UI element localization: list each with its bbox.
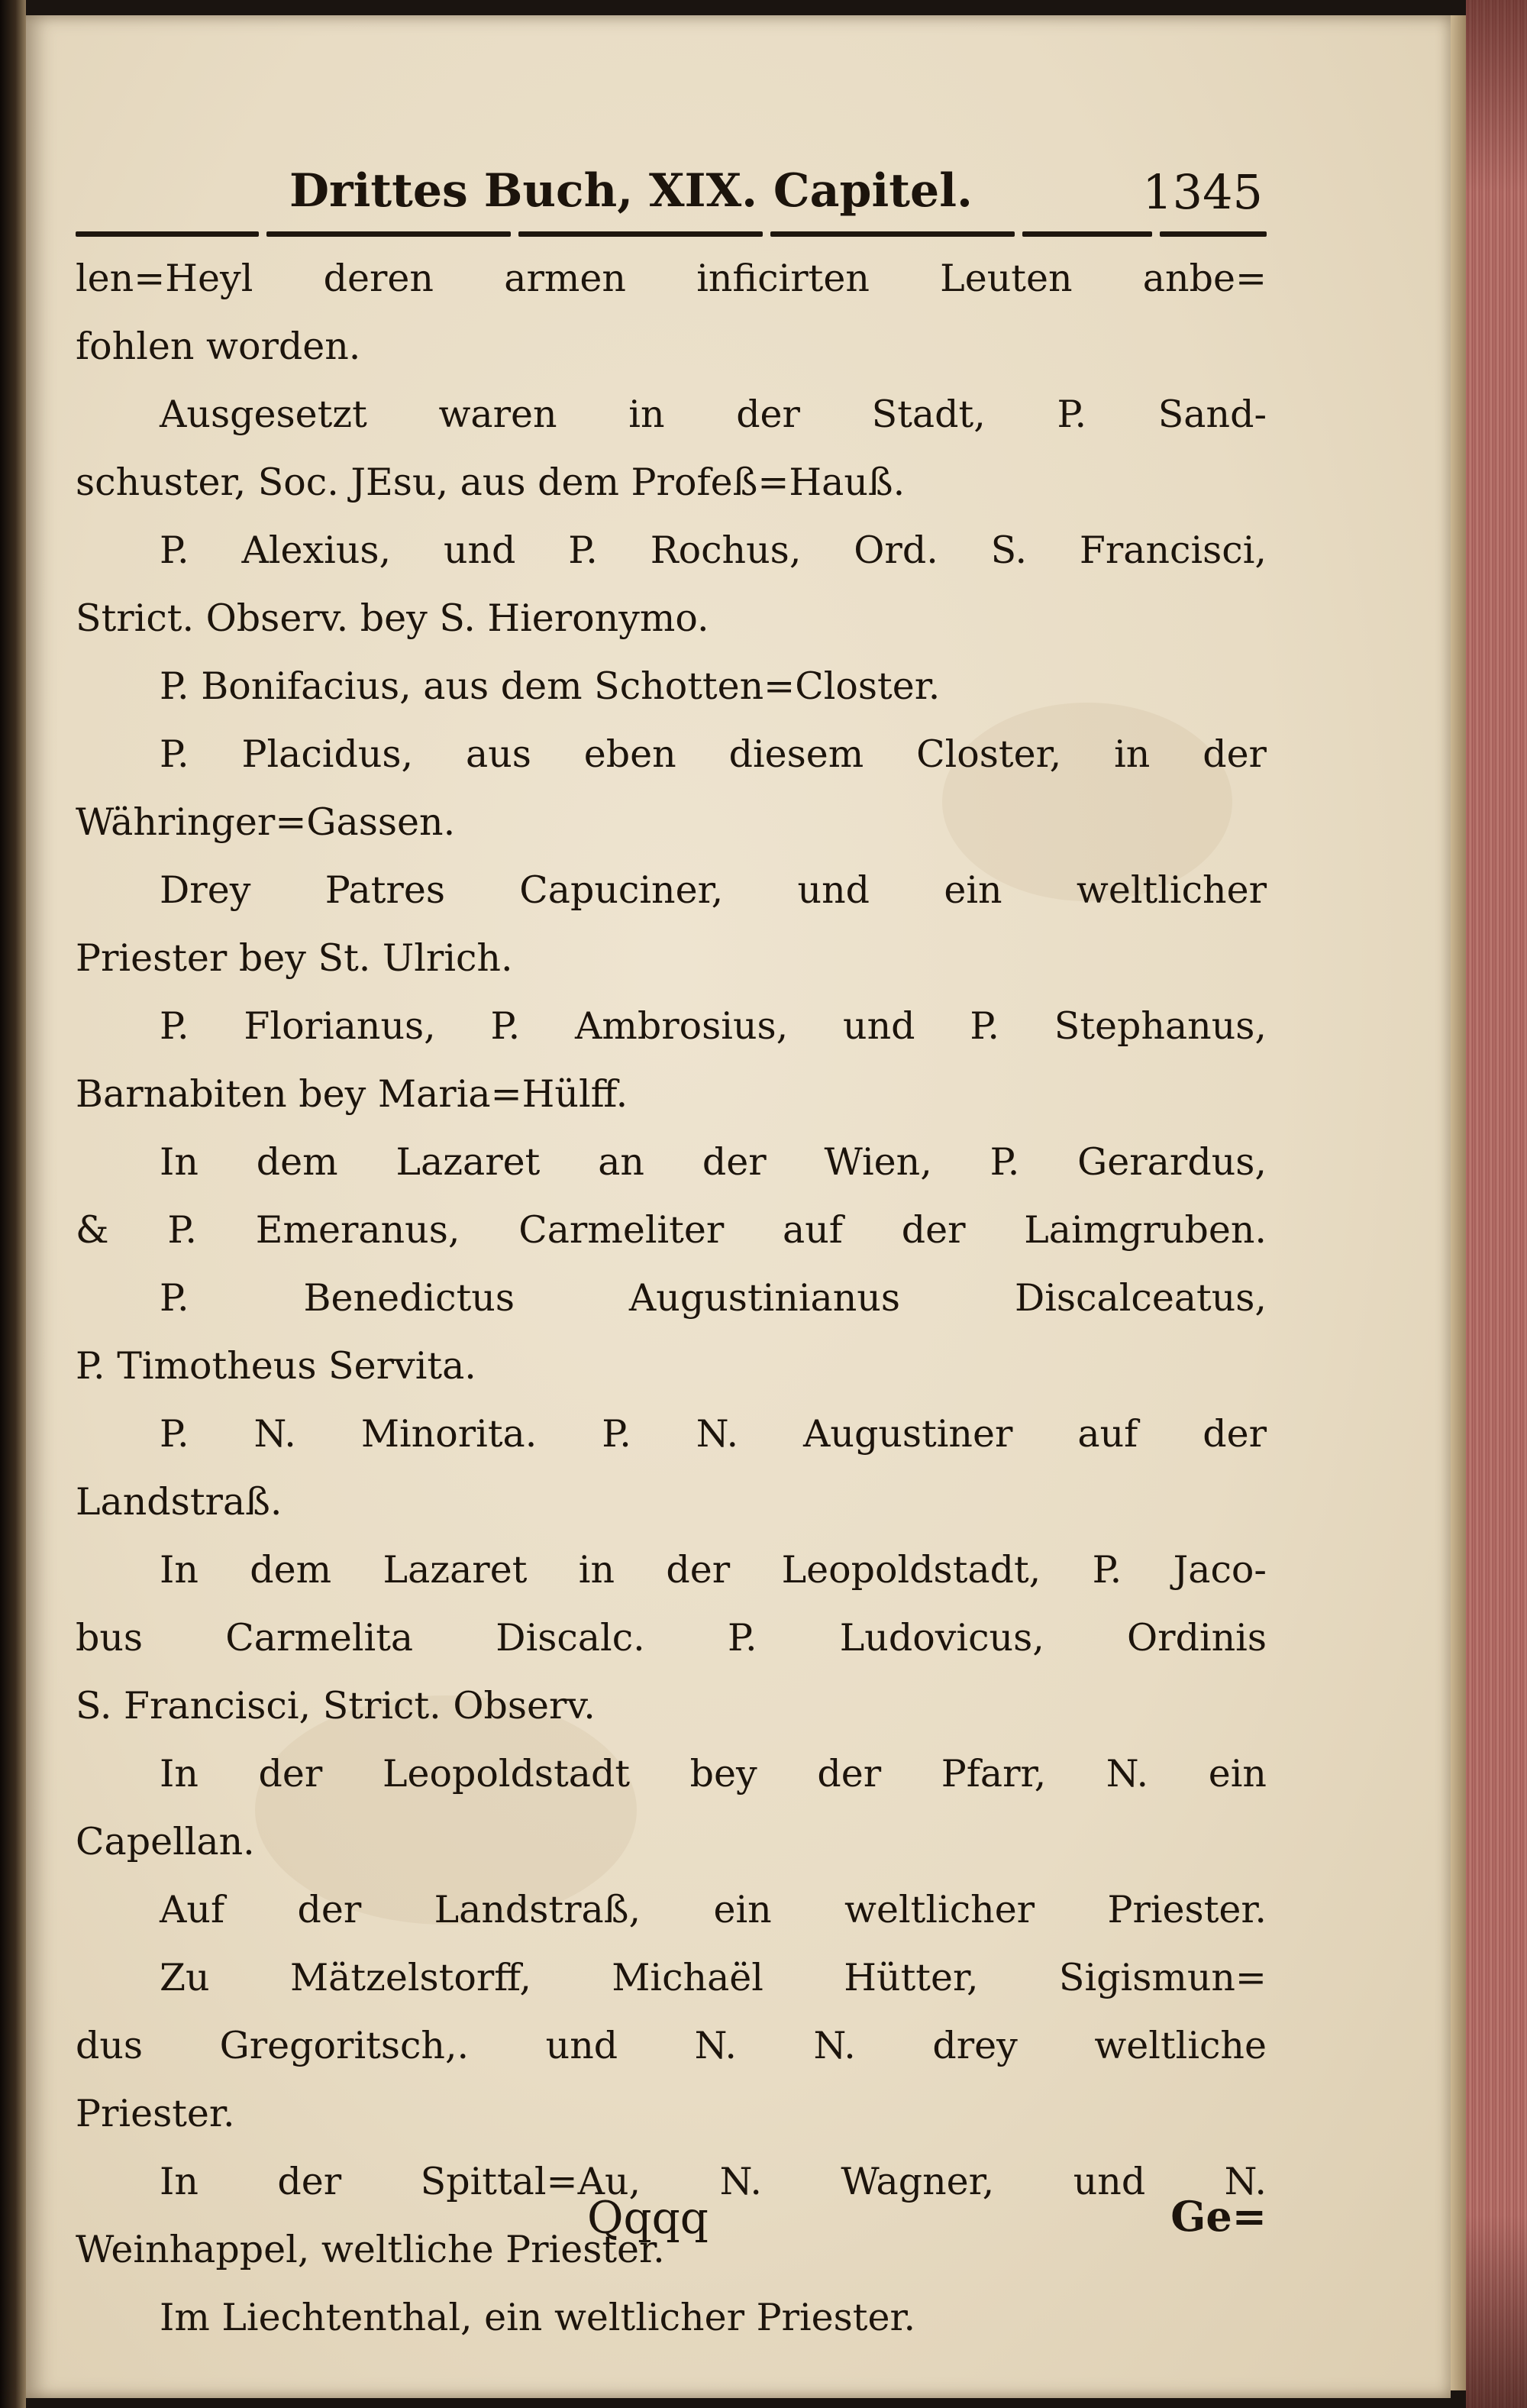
text-line: P. Florianus, P. Ambrosius, und P. Stephanus, [160,1004,1267,1048]
body-text [76,244,1267,2351]
text-line: Priester. [76,2092,235,2135]
text-line: In der Spittal=Au, N. Wagner, und N. [160,2160,1267,2203]
text-line: P. Bonifacius, aus dem Schotten=Closter. [160,664,941,708]
text-line: len=Heyl deren armen inficirten Leuten anbe= [76,257,1267,300]
page-edge-shadow [1451,15,1466,2390]
page-number: 1345 [1142,164,1263,220]
text-line: Capellan. [76,1820,255,1863]
text-line: P. Alexius, und P. Rochus, Ord. S. Francisci, [160,528,1267,572]
text-line: schuster, Soc. JEsu, aus dem Profeß=Hauß. [76,461,906,504]
header-rule [76,229,1267,240]
red-fore-edge [1466,0,1527,2408]
text-line: In der Leopoldstadt bey der Pfarr, N. ein [160,1752,1267,1795]
text-line: bus Carmelita Discalc. P. Ludovicus, Ordinis [76,1616,1267,1660]
rule-segment [518,231,763,237]
text-line: In dem Lazaret in der Leopoldstadt, P. Jaco- [160,1548,1267,1592]
text-line: fohlen worden. [76,325,361,368]
text-line: Weinhappel, weltliche Priester. [76,2228,665,2271]
book-page [26,15,1451,2398]
rule-segment [76,231,259,237]
text-line: Barnabiten bey Maria=Hülff. [76,1072,628,1116]
rule-segment [266,231,511,237]
text-line: Währinger=Gassen. [76,800,456,844]
catchword: Ge= [1170,2192,1267,2241]
text-line: P. N. Minorita. P. N. Augustiner auf der [160,1412,1267,1456]
text-line: Strict. Observ. bey S. Hieronymo. [76,596,709,640]
text-line: Zu Mätzelstorff, Michaël Hütter, Sigismun= [160,1956,1267,1999]
binding-gutter [0,0,26,2408]
text-line: S. Francisci, Strict. Observ. [76,1684,596,1728]
page-footer [76,2192,1267,2253]
text-line: In dem Lazaret an der Wien, P. Gerardus, [160,1140,1267,1184]
rule-segment [1160,231,1267,237]
signature-mark: Qqqq [587,2192,709,2244]
text-line: P. Timotheus Servita. [76,1344,476,1388]
text-line: Landstraß. [76,1480,282,1524]
text-line: Drey Patres Capuciner, und ein weltlicher [160,868,1267,912]
rule-segment [1022,231,1152,237]
running-head: Drittes Buch, XIX. Capitel. [289,164,973,218]
text-line: P. Benedictus Augustinianus Discalceatus, [160,1276,1267,1320]
text-line: & P. Emeranus, Carmeliter auf der Laimgruben. [76,1208,1267,1252]
text-line: Priester bey St. Ulrich. [76,936,513,980]
text-line: P. Placidus, aus eben diesem Closter, in der [160,732,1267,776]
text-line: dus Gregoritsch,. und N. N. drey weltliche [76,2024,1267,2067]
page-header [76,164,1263,218]
rule-segment [770,231,1015,237]
text-line: Auf der Landstraß, ein weltlicher Priester. [160,1888,1267,1931]
text-line: Ausgesetzt waren in der Stadt, P. Sand- [160,393,1267,436]
text-line: Im Liechtenthal, ein weltlicher Priester. [160,2296,916,2339]
